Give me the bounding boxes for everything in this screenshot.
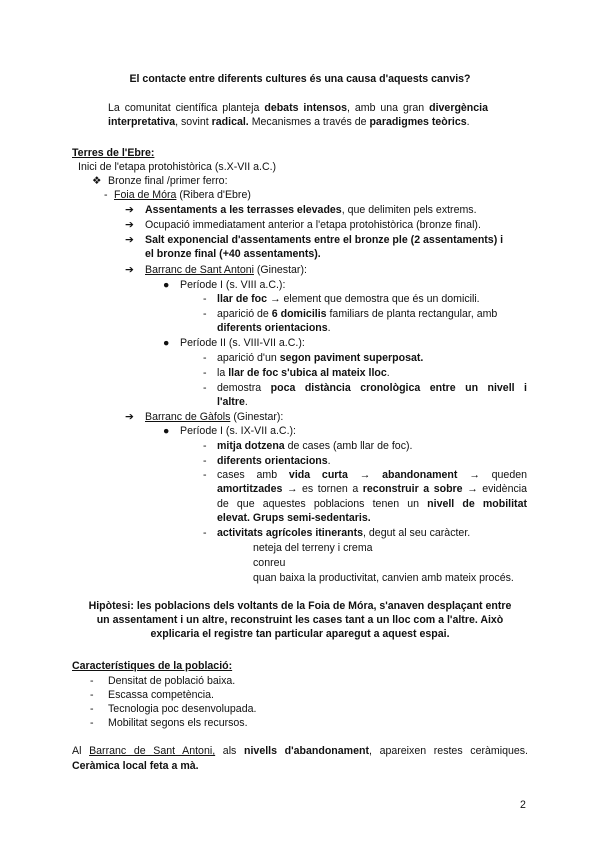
p2-item-a: aparició d'un segon paviment superposat. <box>217 352 424 364</box>
p2-item-c-line1: demostra poca distància cronològica entre un nivell i <box>217 382 527 394</box>
p1-item-a: llar de foc → element que demostra que és un domicili. <box>217 293 480 305</box>
dash-bullet: - <box>203 308 207 320</box>
caract-item: Tecnologia poc desenvolupada. <box>108 703 257 715</box>
arrow-item-1: Assentaments a les terrasses elevades, que delimiten pels extrems. <box>145 204 477 216</box>
p3-item-c-line4: elevat. Grups semi-sedentaris. <box>217 512 371 524</box>
caract-item: Escassa competència. <box>108 689 214 701</box>
dash-bullet: - <box>203 527 207 539</box>
p1-item-b-line1: aparició de 6 domicilis familiars de planta rectangular, amb <box>217 308 498 320</box>
terres-heading: Terres de l'Ebre: <box>72 147 155 159</box>
p3-item-b: diferents orientacions. <box>217 455 331 467</box>
diamond-bullet-icon: ❖ <box>92 175 102 187</box>
arrow-item-3-line1: Salt exponencial d'assentaments entre el bronze ple (2 assentaments) i <box>145 234 504 246</box>
p3-item-a: mitja dotzena de cases (amb llar de foc). <box>217 440 413 452</box>
p2-item-b: la llar de foc s'ubica al mateix lloc. <box>217 367 390 379</box>
p3-item-d: activitats agrícoles itinerants, degut al seu caràcter. <box>217 527 471 539</box>
dash-bullet: - <box>203 352 207 364</box>
dash-bullet: - <box>203 455 207 467</box>
circle-bullet-icon: ● <box>163 337 170 349</box>
circle-bullet-icon: ● <box>163 279 170 291</box>
dash-bullet: - <box>203 469 207 481</box>
bronze-line: Bronze final /primer ferro: <box>108 175 228 187</box>
arrow-icon: ➔ <box>125 219 134 231</box>
caract-heading: Característiques de la població: <box>72 660 233 672</box>
dash-bullet: - <box>203 382 207 394</box>
intro-paragraph: La comunitat científica planteja debats intensos, amb una gran divergència interpretativa, sovint radical. Mecanismes a través de paradigmes teòrics. <box>108 102 489 129</box>
arrow-item-2: Ocupació immediatament anterior a l'etapa protohistòrica (bronze final). <box>145 219 481 231</box>
dash-bullet: - <box>104 189 108 201</box>
p3-item-c-line3: de que aquestes poblacions tenen un nivell de mobilitat <box>217 498 527 510</box>
periode-3-label: Període I (s. IX-VII a.C.): <box>180 425 296 437</box>
final-paragraph-line1: Al Barranc de Sant Antoni, als nivells d'abandonament, apareixen restes ceràmiques. <box>72 745 528 757</box>
circle-bullet-icon: ● <box>163 425 170 437</box>
arrow-icon: ➔ <box>125 411 134 423</box>
barranc-gafols-line: Barranc de Gàfols (Ginestar): <box>145 411 284 423</box>
barranc-sant-antoni-line: Barranc de Sant Antoni (Ginestar): <box>145 264 307 276</box>
dash-bullet: - <box>90 703 94 715</box>
p2-item-c-line2: l'altre. <box>217 396 248 408</box>
etapa-line: Inici de l'etapa protohistòrica (s.X-VII a.C.) <box>78 161 277 173</box>
foia-line: Foia de Móra (Ribera d'Ebre) <box>114 189 251 201</box>
dash-bullet: - <box>203 367 207 379</box>
sub-item-1: neteja del terreny i crema <box>253 542 373 554</box>
sub-item-2: conreu <box>253 557 286 569</box>
p3-item-c-line1: cases amb vida curta → abandonament → queden <box>217 469 527 481</box>
p3-item-c-line2: amortitzades → es tornen a reconstruir a sobre → evidència <box>217 483 528 495</box>
dash-bullet: - <box>90 675 94 687</box>
arrow-item-3-line2: el bronze final (+40 assentaments). <box>145 248 321 260</box>
question-heading: El contacte entre diferents cultures és una causa d'aquests canvis? <box>129 73 471 85</box>
arrow-icon: ➔ <box>125 234 134 246</box>
dash-bullet: - <box>90 717 94 729</box>
periode-1-label: Període I (s. VIII a.C.): <box>180 279 286 291</box>
arrow-icon: ➔ <box>125 204 134 216</box>
dash-bullet: - <box>90 689 94 701</box>
final-paragraph-line2: Ceràmica local feta a mà. <box>72 760 199 772</box>
dash-bullet: - <box>203 440 207 452</box>
sub-item-3: quan baixa la productivitat, canvien amb mateix procés. <box>253 572 514 584</box>
hypothesis-paragraph: Hipòtesi: les poblacions dels voltants de la Foia de Móra, s'anaven desplaçant entre un assentament i un altre, reconstruint les cases tant a un lloc com a l'altre. Això explicaria el registre tan particular aparegut a aquest espai. <box>88 600 512 641</box>
caract-item: Mobilitat segons els recursos. <box>108 717 248 729</box>
page-number: 2 <box>520 799 526 811</box>
p1-item-b-line2: diferents orientacions. <box>217 322 331 334</box>
dash-bullet: - <box>203 293 207 305</box>
caract-item: Densitat de població baixa. <box>108 675 236 687</box>
periode-2-label: Període II (s. VIII-VII a.C.): <box>180 337 305 349</box>
arrow-icon: ➔ <box>125 264 134 276</box>
